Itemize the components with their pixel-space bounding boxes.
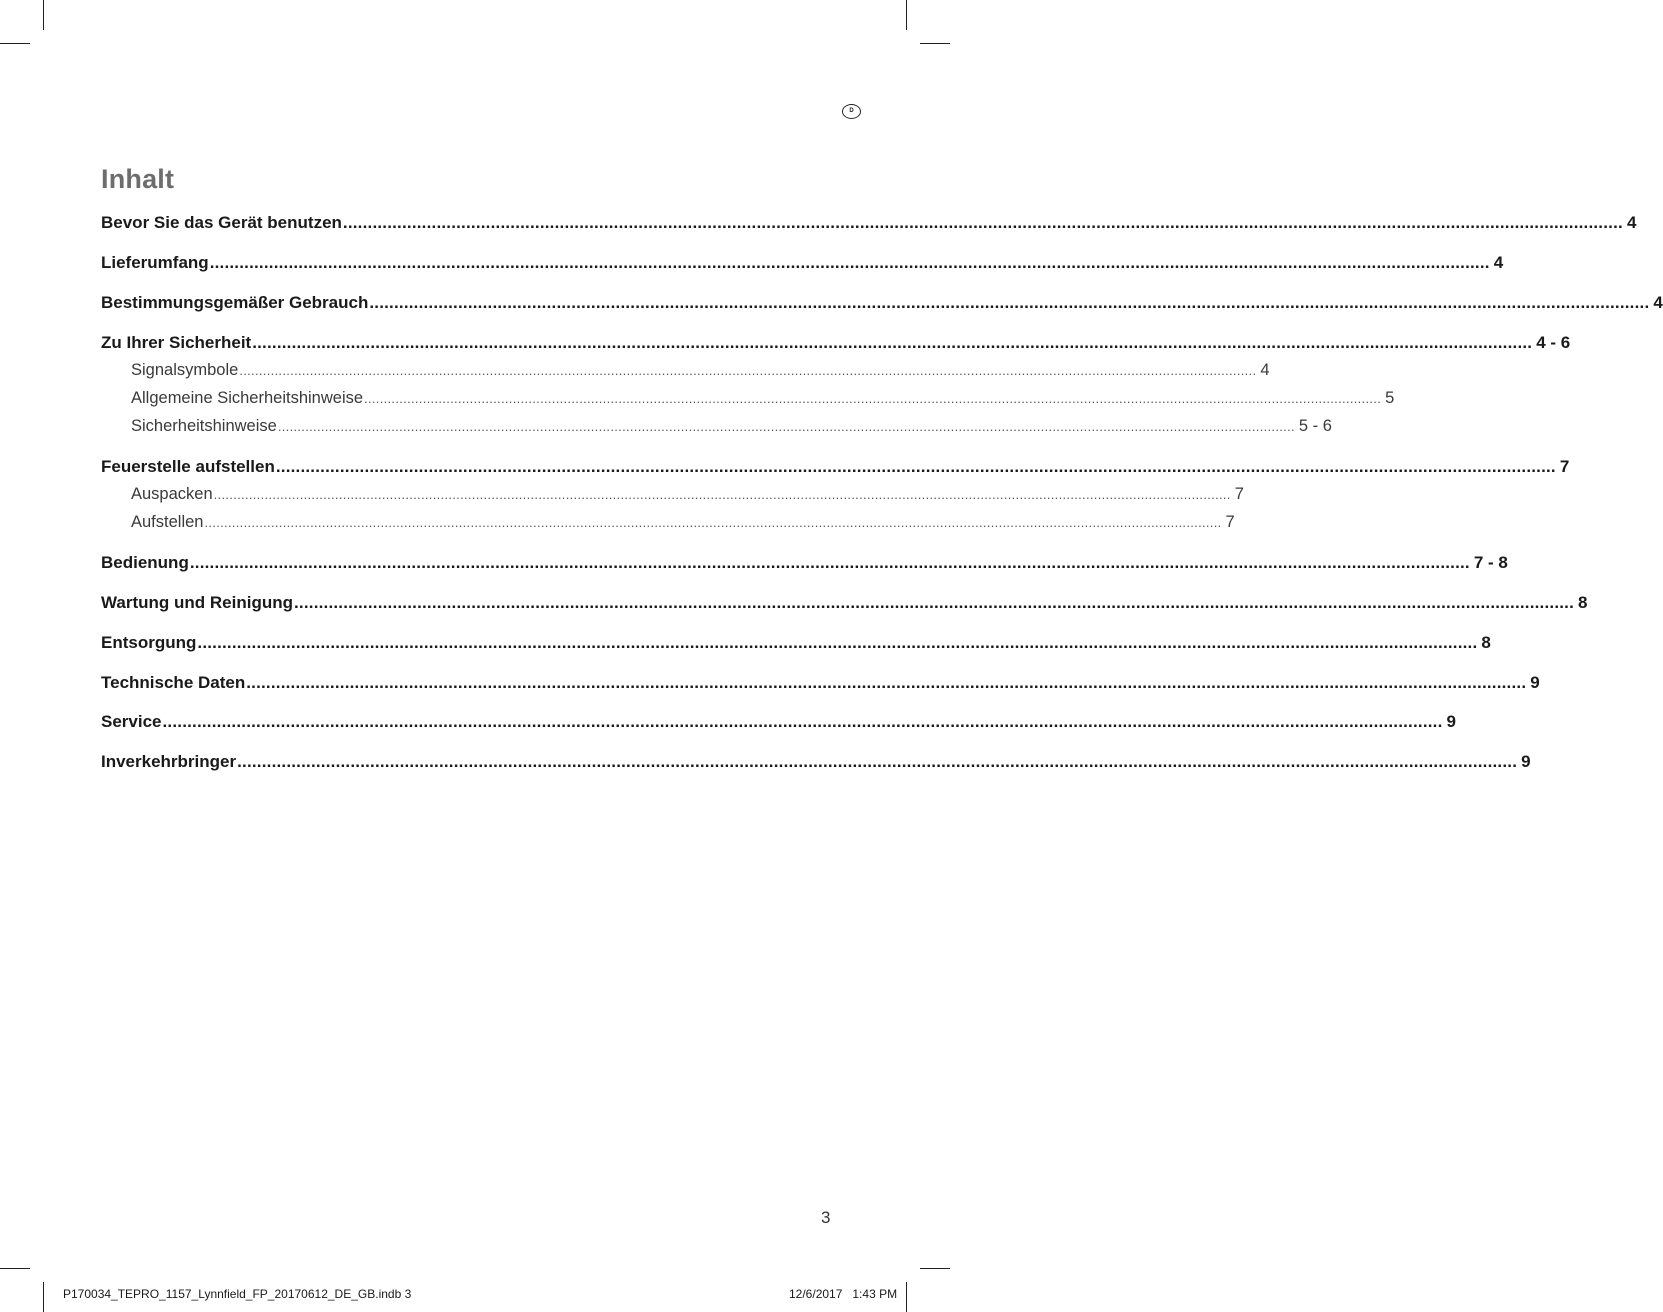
toc-dot-leader: .................................................................................................................................................................................................................................................................... [162, 712, 1443, 731]
toc-dot-leader: .................................................................................................................................................................................................................................................................... [369, 293, 1650, 312]
toc-entry-page: 4 [1653, 293, 1663, 312]
toc-dot-leader: .................................................................................................................................................................................................................................................................... [213, 487, 1231, 502]
crop-mark-top-right-horizontal [920, 43, 950, 44]
toc-entry-page: 9 [1530, 673, 1540, 692]
toc-dot-leader: .................................................................................................................................................................................................................................................................... [294, 593, 1575, 612]
language-badge: D [842, 104, 861, 119]
toc-subentry-label: Allgemeine Sicherheitshinweise [131, 389, 364, 407]
toc-dot-leader: .................................................................................................................................................................................................................................................................... [246, 673, 1527, 692]
toc-entry-page: 7 - 8 [1473, 553, 1508, 572]
toc-subentry-page: 7 [1234, 485, 1244, 503]
toc-entry-label: Service [101, 712, 162, 731]
toc-entry [101, 293, 1663, 319]
toc-entry [101, 553, 1508, 579]
toc-subentry-page: 5 [1385, 389, 1395, 407]
crop-mark-bottom-left-vertical [43, 1282, 44, 1312]
toc-entry [101, 253, 1504, 279]
toc-entry [101, 712, 1456, 738]
toc-dot-leader: .................................................................................................................................................................................................................................................................... [275, 457, 1556, 476]
toc-subentry-page: 4 [1260, 361, 1270, 379]
toc-entry-label: Wartung und Reinigung [101, 593, 293, 612]
toc-dot-leader: .................................................................................................................................................................................................................................................................... [197, 633, 1478, 652]
toc-entry-label: Bevor Sie das Gerät benutzen [101, 213, 342, 232]
crop-mark-bottom-right-vertical [906, 1282, 907, 1312]
toc-entry [101, 633, 1491, 659]
toc-subentry [131, 513, 1235, 539]
toc-subentry [131, 417, 1332, 443]
footer-timestamp: 12/6/2017 1:43 PM [789, 1287, 898, 1301]
toc-dot-leader: .................................................................................................................................................................................................................................................................... [239, 363, 1257, 378]
crop-mark-bottom-left-horizontal [0, 1268, 30, 1269]
page-number: 3 [821, 1208, 831, 1227]
toc-entry [101, 457, 1570, 483]
crop-mark-bottom-right-horizontal [920, 1268, 950, 1269]
toc-entry-label: Entsorgung [101, 633, 197, 652]
toc-entry-label: Lieferumfang [101, 253, 209, 272]
crop-mark-top-right-vertical [906, 0, 907, 30]
toc-entry [101, 673, 1540, 699]
toc-dot-leader: .................................................................................................................................................................................................................................................................... [252, 333, 1533, 352]
toc-entry [101, 752, 1531, 778]
toc-dot-leader: .................................................................................................................................................................................................................................................................... [204, 515, 1222, 530]
toc-entry [101, 333, 1571, 359]
toc-subentry-label: Auspacken [131, 485, 213, 503]
toc-entry [101, 213, 1637, 239]
toc-dot-leader: .................................................................................................................................................................................................................................................................... [277, 419, 1295, 434]
crop-mark-top-left-vertical [43, 0, 44, 30]
toc-entry-page: 4 [1626, 213, 1637, 232]
toc-dot-leader: .................................................................................................................................................................................................................................................................... [364, 391, 1382, 406]
toc-dot-leader: .................................................................................................................................................................................................................................................................... [342, 213, 1623, 232]
toc-entry-label: Bedienung [101, 553, 189, 572]
toc-entry-page: 4 - 6 [1536, 333, 1571, 352]
footer-file-info: P170034_TEPRO_1157_Lynnfield_FP_20170612_DE_GB.indb 3 [63, 1287, 412, 1301]
toc-subentry [131, 485, 1244, 511]
page-title: Inhalt [101, 164, 175, 194]
toc-subentry [131, 361, 1270, 387]
crop-mark-top-left-horizontal [0, 43, 30, 44]
toc-entry-page: 7 [1559, 457, 1570, 476]
toc-entry-page: 8 [1578, 593, 1588, 612]
toc-entry-page: 8 [1481, 633, 1491, 652]
toc-entry-page: 9 [1446, 712, 1456, 731]
toc-subentry-page: 7 [1225, 513, 1235, 531]
toc-entry-label: Feuerstelle aufstellen [101, 457, 275, 476]
toc-entry [101, 593, 1588, 619]
toc-subentry-label: Signalsymbole [131, 361, 239, 379]
toc-dot-leader: .................................................................................................................................................................................................................................................................... [189, 553, 1470, 572]
toc-subentry [131, 389, 1395, 415]
toc-entry-label: Technische Daten [101, 673, 246, 692]
toc-subentry-page: 5 - 6 [1298, 417, 1332, 435]
toc-dot-leader: .................................................................................................................................................................................................................................................................... [209, 253, 1490, 272]
toc-subentry-label: Aufstellen [131, 513, 204, 531]
toc-entry-page: 4 [1493, 253, 1504, 272]
toc-entry-label: Inverkehrbringer [101, 752, 237, 771]
toc-entry-label: Zu Ihrer Sicherheit [101, 333, 252, 352]
toc-dot-leader: .................................................................................................................................................................................................................................................................... [237, 752, 1518, 771]
toc-entry-label: Bestimmungsgemäßer Gebrauch [101, 293, 369, 312]
toc-entry-page: 9 [1521, 752, 1531, 771]
toc-subentry-label: Sicherheitshinweise [131, 417, 277, 435]
